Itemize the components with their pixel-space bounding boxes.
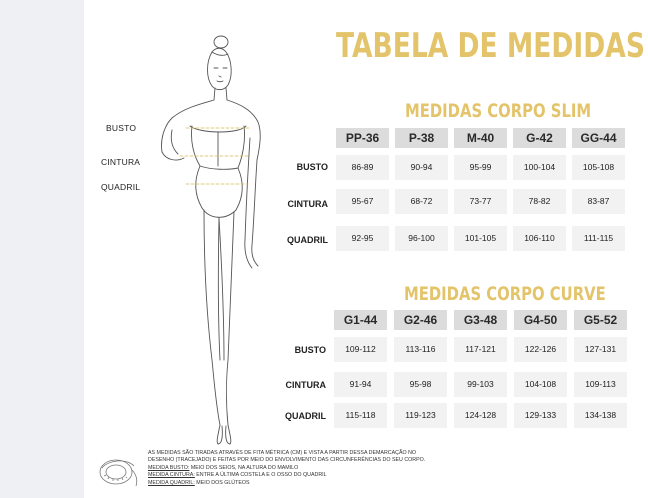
curve-cell: 129-133 [514,403,567,428]
notes-line-1: AS MEDIDAS SÃO TIRADAS ATRAVÉS DE FITA MÉTRICA (CM) E VISTA A PARTIR DESSA DEMARCAÇÃO NO [148,450,417,456]
slim-cell: 73-77 [454,189,507,214]
curve-cell: 113-116 [394,337,447,362]
slim-row-label-quadril: QUADRIL [287,235,328,245]
slim-row-label-busto: BUSTO [296,162,328,172]
curve-size-header: G4-50 [514,310,567,330]
curve-size-header: G2-46 [394,310,447,330]
curve-size-header: G5-52 [574,310,627,330]
notes-cintura-label: MEDIDA CINTURA: [148,472,195,479]
curve-cell: 109-112 [334,337,387,362]
slim-cell: 106-110 [513,226,566,251]
curve-cell: 104-108 [514,372,567,397]
notes-quadril-label: MEDIDA QUADRIL: [148,479,195,486]
curve-row-label-quadril: QUADRIL [285,411,326,421]
notes-line-2: DESENHO (TRACEJADO) E FEITAS POR MEIO DO ENVOLVIMENTO DAS CIRCUNFERÊNCIAS DO SEU CORPO. [148,457,426,464]
curve-cell: 122-126 [514,337,567,362]
curve-cell: 117-121 [454,337,507,362]
slim-cell: 96-100 [395,226,448,251]
slim-cell: 92-95 [336,226,389,251]
curve-cell: 95-98 [394,372,447,397]
figure-label-cintura: CINTURA [101,157,141,167]
curve-row-label-cintura: CINTURA [285,380,326,390]
left-background-strip [0,0,84,498]
curve-cell: 124-128 [454,403,507,428]
slim-cell: 111-115 [572,226,625,251]
figure-label-busto: BUSTO [106,123,137,133]
notes-busto-text: MEIO DOS SEIOS, NA ALTURA DO MAMILO [189,464,299,471]
slim-size-header: P-38 [395,128,448,148]
slim-cell: 83-87 [572,189,625,214]
slim-cell: 68-72 [395,189,448,214]
curve-size-header: G3-48 [454,310,507,330]
slim-size-header: M-40 [454,128,507,148]
slim-size-header: G-42 [513,128,566,148]
curve-cell: 91-94 [334,372,387,397]
figure-label-quadril: QUADRIL [101,182,141,192]
curve-section-title: MEDIDAS CORPO CURVE [404,283,606,305]
slim-row-label-cintura: CINTURA [287,199,328,209]
slim-section-title: MEDIDAS CORPO SLIM [405,100,592,122]
slim-cell: 86-89 [336,155,389,180]
slim-cell: 105-108 [572,155,625,180]
notes-cintura-text: ENTRE A ÚLTIMA COSTELA E O OSSO DO QUADRIL [194,472,327,479]
slim-size-header: PP-36 [336,128,389,148]
slim-size-header: GG-44 [572,128,625,148]
slim-cell: 100-104 [513,155,566,180]
slim-cell: 95-67 [336,189,389,214]
notes-cintura [148,472,448,479]
slim-cell: 101-105 [454,226,507,251]
notes-quadril-text: MEIO DOS GLÚTEOS [194,479,250,486]
measurement-notes [148,450,448,487]
curve-cell: 115-118 [334,403,387,428]
curve-cell: 134-138 [574,403,627,428]
curve-cell: 109-113 [574,372,627,397]
measuring-tape-icon [96,448,140,492]
curve-size-header: G1-44 [334,310,387,330]
curve-cell: 127-131 [574,337,627,362]
slim-cell: 90-94 [395,155,448,180]
curve-cell: 119-123 [394,403,447,428]
notes-quadril [148,480,448,487]
slim-cell: 78-82 [513,189,566,214]
page-title: TABELA DE MEDIDAS [336,26,645,66]
curve-cell: 99-103 [454,372,507,397]
curve-row-label-busto: BUSTO [294,345,326,355]
notes-busto-label: MEDIDA BUSTO: [148,464,190,471]
slim-cell: 95-99 [454,155,507,180]
